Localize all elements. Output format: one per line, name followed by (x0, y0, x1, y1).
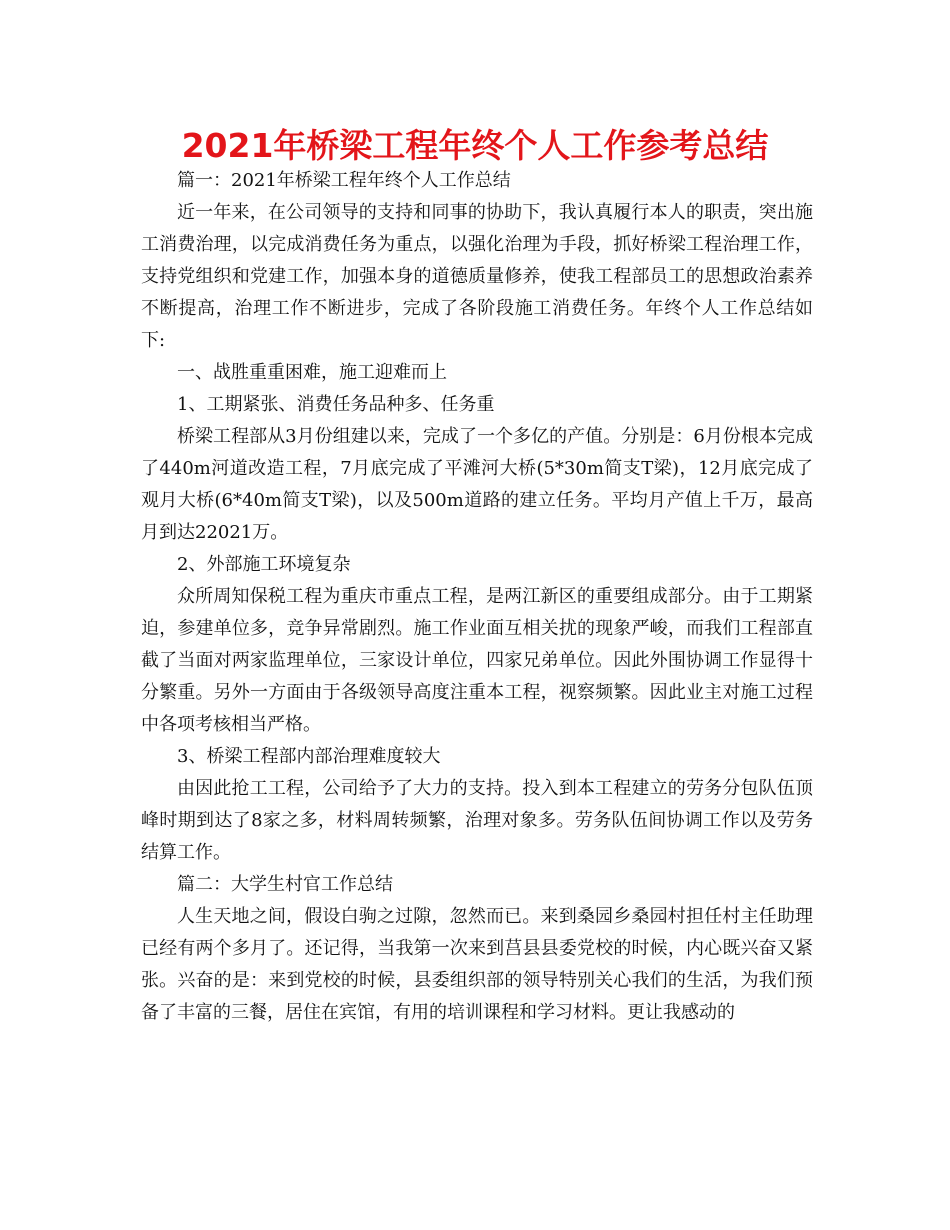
paragraph-subheading: 1、工期紧张、消费任务品种多、任务重 (177, 394, 495, 415)
paragraph-subheading: 2、外部施工环境复杂 (177, 554, 351, 575)
paragraph: 人生天地之间，假设白驹之过隙，忽然而已。来到桑园乡桑园村担任村主任助理已经有两个多月了。还记得，当我第一次来到莒县县委党校的时候，内心既兴奋又紧张。兴奋的是：来到党校的时候，县委组织部的领导特别关心我们的生活，为我们预备了丰富的三餐，居住在宾馆，有用的培训课程和学习材料。更让我感动的 (141, 906, 813, 1023)
document-title: 2021年桥梁工程年终个人工作参考总结 (181, 126, 769, 165)
paragraph: 近一年来，在公司领导的支持和同事的协助下，我认真履行本人的职责，突出施工消费治理，以完成消费任务为重点，以强化治理为手段，抓好桥梁工程治理工作，支持党组织和党建工作，加强本身的道德质量修养，使我工程部员工的思想政治素养不断提高，治理工作不断进步，完成了各阶段施工消费任务。年终个人工作总结如下: (141, 202, 813, 351)
paragraph-heading: 一、战胜重重困难，施工迎难而上 (177, 362, 447, 383)
paragraph: 桥梁工程部从3月份组建以来，完成了一个多亿的产值。分别是：6月份根本完成了440m河道改造工程，7月底完成了平滩河大桥(5*30m简支T梁)，12月底完成了观月大桥(6*40m简支T梁)，以及500m道路的建立任务。平均月产值上千万，最高月到达22021万。 (141, 426, 813, 543)
paragraph: 众所周知保税工程为重庆市重点工程，是两江新区的重要组成部分。由于工期紧迫，参建单位多，竞争异常剧烈。施工作业面互相关扰的现象严峻，而我们工程部直截了当面对两家监理单位，三家设计单位，四家兄弟单位。因此外围协调工作显得十分繁重。另外一方面由于各级领导高度注重本工程，视察频繁。因此业主对施工过程中各项考核相当严格。 (141, 586, 813, 735)
paragraph-section-heading: 篇一：2021年桥梁工程年终个人工作总结 (177, 170, 511, 191)
paragraph-section-heading: 篇二：大学生村官工作总结 (177, 874, 393, 895)
document-body (141, 165, 813, 1029)
paragraph: 由因此抢工工程，公司给予了大力的支持。投入到本工程建立的劳务分包队伍顶峰时期到达了8家之多，材料周转频繁，治理对象多。劳务队伍间协调工作以及劳务结算工作。 (141, 778, 813, 863)
paragraph-subheading: 3、桥梁工程部内部治理难度较大 (177, 746, 441, 767)
